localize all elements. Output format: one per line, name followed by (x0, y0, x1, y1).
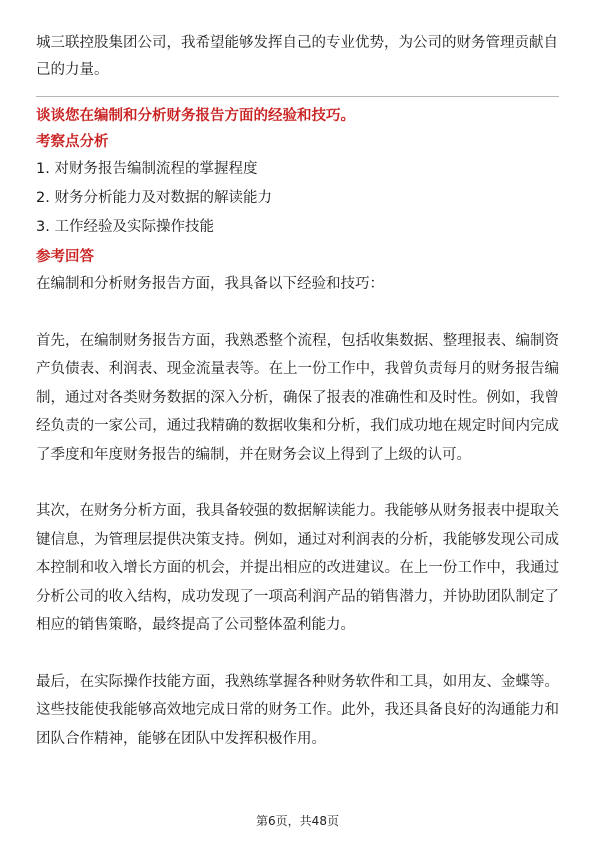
analysis-point: 3. 工作经验及实际操作技能 (36, 219, 214, 235)
answer-lead: 在编制和分析财务报告方面，我具备以下经验和技巧： (36, 276, 384, 292)
question-title: 谈谈您在编制和分析财务报告方面的经验和技巧。 (36, 108, 355, 124)
analysis-heading: 考察点分析 (36, 134, 109, 150)
intro-paragraph: 城三联控股集团公司，我希望能够发挥自己的专业优势，为公司的财务管理贡献自己的力量。 (36, 35, 558, 78)
section-divider (36, 96, 559, 97)
page-number: 第6页，共48页 (256, 814, 339, 828)
answer-paragraph: 首先，在编制财务报告方面，我熟悉整个流程，包括收集数据、整理报表、编制资产负债表、利润表、现金流量表等。在上一份工作中，我曾负责每月的财务报告编制，通过对各类财务数据的深入分析，确保了报表的准确性和及时性。例如，我曾经负责的一家公司，通过我精确的数据收集和分析，我们成功地在规定时间内完成了季度和年度财务报告的编制，并在财务会议上得到了上级的认可。 (36, 332, 559, 463)
document-page (36, 30, 559, 753)
analysis-points (36, 155, 559, 242)
analysis-point: 1. 对财务报告编制流程的掌握程度 (36, 161, 258, 177)
answer-paragraph: 最后，在实际操作技能方面，我熟练掌握各种财务软件和工具，如用友、金蝶等。这些技能使我能够高效地完成日常的财务工作。此外，我还具备良好的沟通能力和团队合作精神，能够在团队中发挥积极作用。 (36, 673, 559, 747)
analysis-point: 2. 财务分析能力及对数据的解读能力 (36, 190, 272, 206)
answer-paragraph: 其次，在财务分析方面，我具备较强的数据解读能力。我能够从财务报表中提取关键信息，为管理层提供决策支持。例如，通过对利润表的分析，我能够发现公司成本控制和收入增长方面的机会，并提出相应的改进建议。在上一份工作中，我通过分析公司的收入结构，成功发现了一项高利润产品的销售潜力，并协助团队制定了相应的销售策略，最终提高了公司整体盈利能力。 (36, 503, 559, 633)
answer-heading: 参考回答 (36, 249, 94, 265)
